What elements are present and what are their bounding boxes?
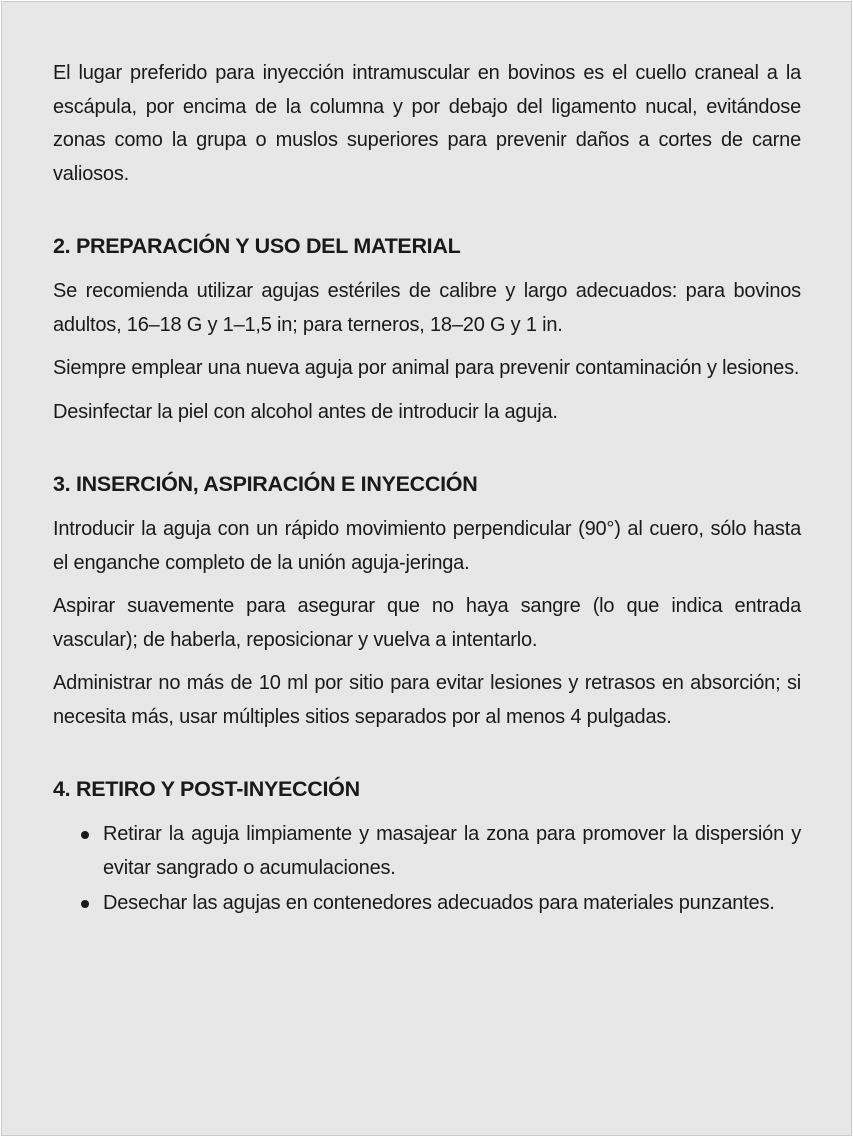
bullet-icon [81, 900, 89, 908]
list-item [53, 818, 801, 885]
section-title: 3. INSERCIÓN, ASPIRACIÓN E INYECCIÓN [53, 472, 478, 496]
list-item-text: Retirar la aguja limpiamente y masajear la zona para promover la dispersión y evitar sangrado o acumulaciones. [103, 823, 801, 879]
intro-paragraph: El lugar preferido para inyección intramuscular en bovinos es el cuello craneal a la escápula, por encima de la columna y por debajo del ligamento nucal, evitándose zonas como la grupa o muslos superiores para prevenir daños a cortes de carne valiosos. [53, 62, 801, 185]
paragraph: Desinfectar la piel con alcohol antes de introducir la aguja. [53, 400, 558, 423]
list-item-text: Desechar las agujas en contenedores adecuados para materiales punzantes. [103, 892, 775, 914]
section-insercion [53, 467, 801, 734]
paragraph: Administrar no más de 10 ml por sitio para evitar lesiones y retrasos en absorción; si necesita más, usar múltiples sitios separados por al menos 4 pulgadas. [53, 672, 801, 728]
bullet-list [53, 818, 801, 921]
section-title: 2. PREPARACIÓN Y USO DEL MATERIAL [53, 234, 461, 258]
list-item [53, 887, 801, 921]
paragraph: Introducir la aguja con un rápido movimiento perpendicular (90°) al cuero, sólo hasta el enganche completo de la unión aguja-jeringa. [53, 518, 801, 574]
section-preparacion [53, 229, 801, 429]
section-retiro [53, 772, 801, 921]
document-page [1, 1, 852, 1136]
section-title: 4. RETIRO Y POST-INYECCIÓN [53, 777, 360, 801]
bullet-icon [81, 831, 89, 839]
paragraph: Aspirar suavemente para asegurar que no haya sangre (lo que indica entrada vascular); de haberla, reposicionar y vuelva a intentarlo. [53, 595, 801, 651]
paragraph: Siempre emplear una nueva aguja por animal para prevenir contaminación y lesiones. [53, 357, 800, 379]
paragraph: Se recomienda utilizar agujas estériles de calibre y largo adecuados: para bovinos adultos, 16–18 G y 1–1,5 in; para terneros, 18–20 G y 1 in. [53, 280, 801, 336]
